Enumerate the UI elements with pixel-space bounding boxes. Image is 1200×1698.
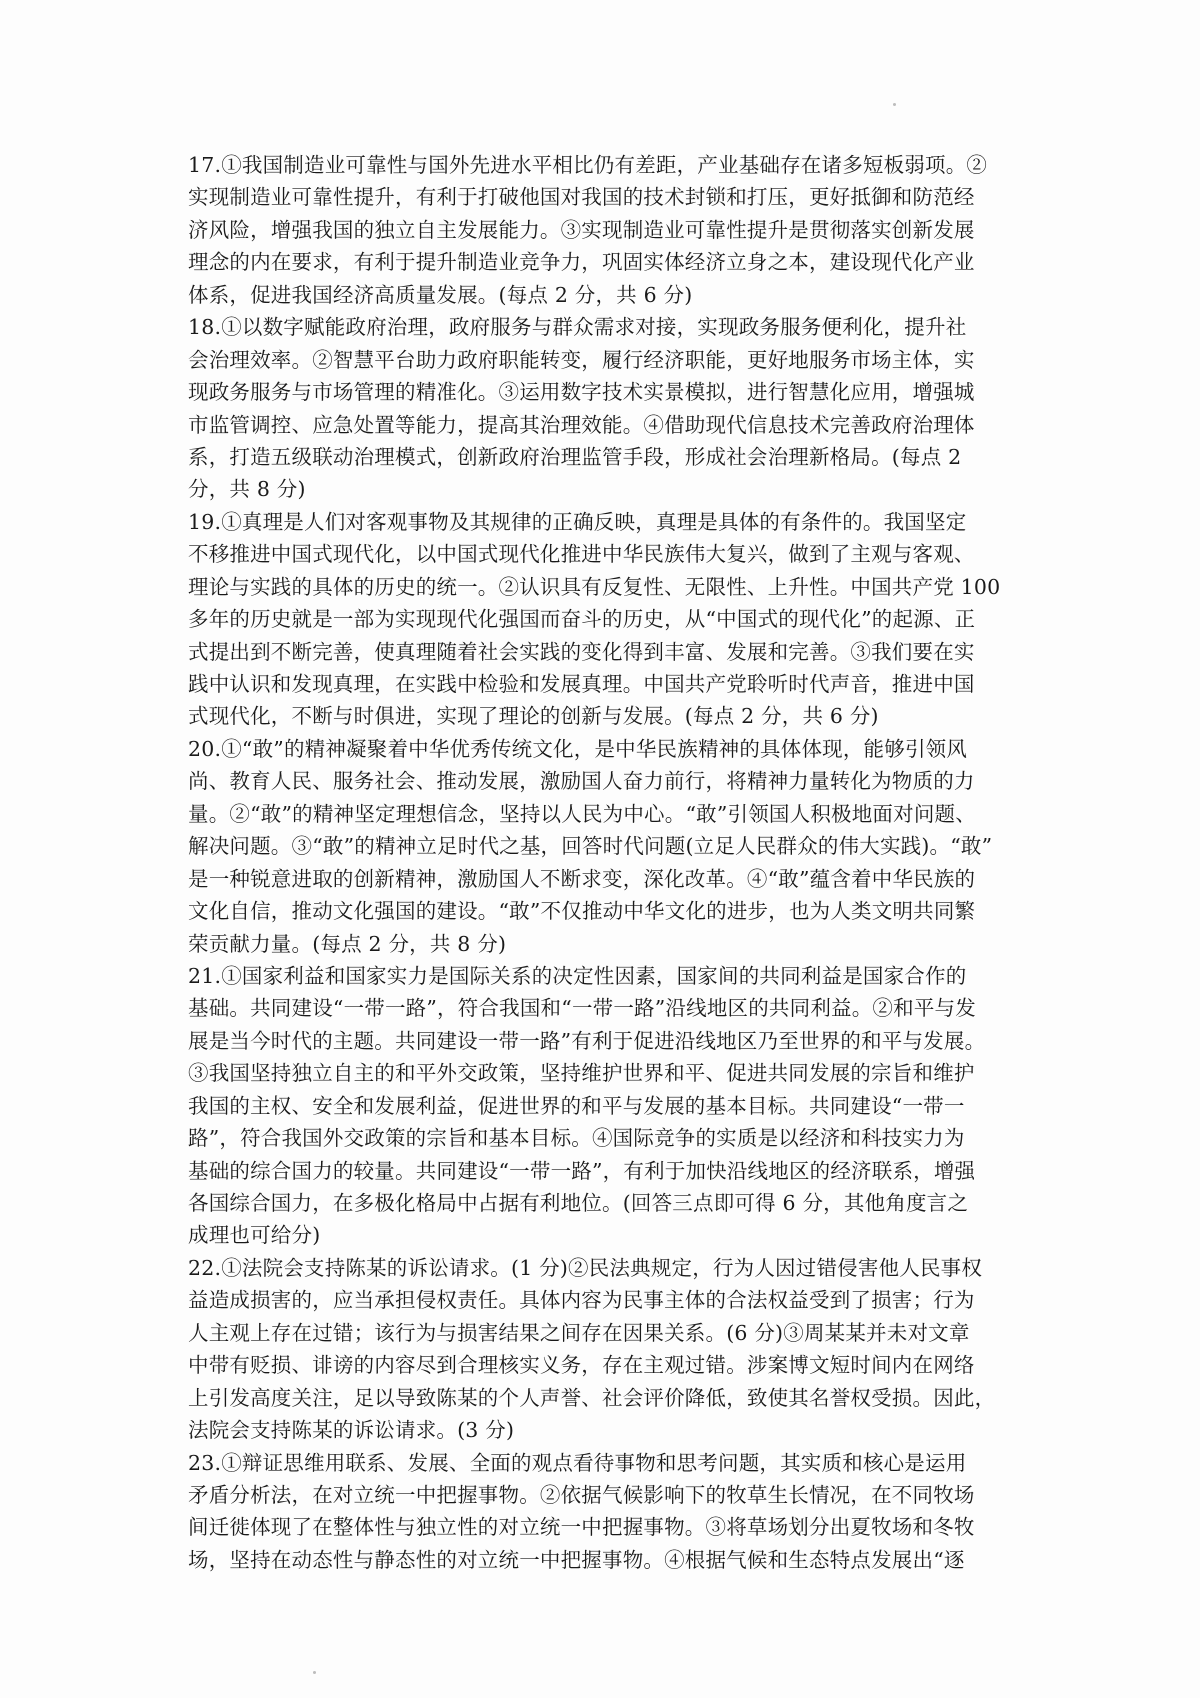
text-line: 式现代化，不断与时俱进，实现了理论的创新与发展。(每点 2 分，共 6 分) [188,704,879,729]
text-line: 场，坚持在动态性与静态性的对立统一中把握事物。④根据气候和生态特点发展出“逐 [188,1547,965,1572]
text-line: 中带有贬损、诽谤的内容尽到合理核实义务，存在主观过错。涉案博文短时间内在网络 [188,1353,975,1378]
text-line: 基础的综合国力的较量。共同建设“一带一路”，有利于加快沿线地区的经济联系，增强 [188,1158,976,1183]
scan-speck [893,103,896,106]
text-line: 人主观上存在过错；该行为与损害结果之间存在因果关系。(6 分)③周某某并未对文章 [188,1320,970,1345]
text-line: 实现制造业可靠性提升，有利于打破他国对我国的技术封锁和打压，更好抵御和防范经 [188,185,975,210]
text-line: 会治理效率。②智慧平台助力政府职能转变，履行经济职能，更好地服务市场主体，实 [188,347,975,372]
text-line: 基础。共同建设“一带一路”，符合我国和“一带一路”沿线地区的共同利益。②和平与发 [188,996,976,1021]
answer-18 [188,311,1038,506]
text-line: 上引发高度关注，足以导致陈某的个人声誉、社会评价降低，致使其名誉权受损。因此， [188,1385,996,1410]
text-line: 间迁徙体现了在整体性与独立性的对立统一中把握事物。③将草场划分出夏牧场和冬牧 [188,1515,975,1540]
answer-20 [188,733,1038,960]
text-line: 多年的历史就是一部为实现现代化强国而奋斗的历史，从“中国式的现代化”的起源、正 [188,607,976,632]
text-line: 23.①辩证思维用联系、发展、全面的观点看待事物和思考问题，其实质和核心是运用 [188,1450,967,1475]
text-line: 路”，符合我国外交政策的宗旨和基本目标。④国际竞争的实质是以经济和科技实力为 [188,1126,965,1151]
text-line: 理论与实践的具体的历史的统一。②认识具有反复性、无限性、上升性。中国共产党 100 [188,574,1001,599]
text-line: 不移推进中国式现代化，以中国式现代化推进中华民族伟大复兴，做到了主观与客观、 [188,542,975,567]
answer-19 [188,506,1038,733]
text-line: 分，共 8 分) [188,477,306,502]
scan-speck [313,1671,316,1674]
text-line: 是一种锐意进取的创新精神，激励国人不断求变，深化改革。④“敢”蕴含着中华民族的 [188,866,976,891]
text-line: 现政务服务与市场管理的精准化。③运用数字技术实景模拟，进行智慧化应用，增强城 [188,380,975,405]
answer-17 [188,149,1038,311]
text-line: 践中认识和发现真理，在实践中检验和发展真理。中国共产党聆听时代声音，推进中国 [188,672,975,696]
text-line: 18.①以数字赋能政府治理，政府服务与群众需求对接，实现政务服务便利化，提升社 [188,315,967,340]
text-line: 文化自信，推动文化强国的建设。“敢”不仅推动中华文化的进步，也为人类文明共同繁 [188,899,976,924]
text-line: 20.①“敢”的精神凝聚着中华优秀传统文化，是中华民族精神的具体体现，能够引领风 [188,736,968,761]
text-line: 21.①国家利益和国家实力是国际关系的决定性因素，国家间的共同利益是国家合作的 [188,963,967,988]
text-line: 我国的主权、安全和发展利益，促进世界的和平与发展的基本目标。共同建设“一带一 [188,1093,965,1118]
text-line: 解决问题。③“敢”的精神立足时代之基，回答时代问题(立足人民群众的伟大实践)。“敢” [188,834,993,859]
text-line: 法院会支持陈某的诉讼请求。(3 分) [188,1418,515,1443]
answer-21 [188,960,1038,1252]
answer-text [188,149,1038,1576]
text-line: 尚、教育人民、服务社会、推动发展，激励国人奋力前行，将精神力量转化为物质的力 [188,769,975,794]
text-line: ③我国坚持独立自主的和平外交政策，坚持维护世界和平、促进共同发展的宗旨和维护 [188,1061,975,1086]
text-line: 理念的内在要求，有利于提升制造业竞争力，巩固实体经济立身之本，建设现代化产业 [188,250,975,275]
text-line: 式提出到不断完善，使真理随着社会实践的变化得到丰富、发展和完善。③我们要在实 [188,639,975,664]
text-line: 17.①我国制造业可靠性与国外先进水平相比仍有差距，产业基础存在诸多短板弱项。② [188,153,988,177]
text-line: 展是当今时代的主题。共同建设一带一路”有利于促进沿线地区乃至世界的和平与发展。 [188,1028,986,1053]
text-line: 荣贡献力量。(每点 2 分，共 8 分) [188,931,507,956]
text-line: 各国综合国力，在多极化格局中占据有利地位。(回答三点即可得 6 分，其他角度言之 [188,1191,969,1215]
text-line: 矛盾分析法，在对立统一中把握事物。②依据气候影响下的牧草生长情况，在不同牧场 [188,1482,975,1507]
text-line: 19.①真理是人们对客观事物及其规律的正确反映，真理是具体的有条件的。我国坚定 [188,509,967,534]
text-line: 量。②“敢”的精神坚定理想信念，坚持以人民为中心。“敢”引领国人积极地面对问题、 [188,801,976,826]
answer-22 [188,1252,1038,1447]
answer-23 [188,1447,1038,1577]
text-line: 益造成损害的，应当承担侵权责任。具体内容为民事主体的合法权益受到了损害；行为 [188,1288,975,1313]
text-line: 系，打造五级联动治理模式，创新政府治理监管手段，形成社会治理新格局。(每点 2 [188,444,962,469]
text-line: 成理也可给分) [188,1223,321,1248]
text-line: 体系，促进我国经济高质量发展。(每点 2 分，共 6 分) [188,282,693,307]
text-line: 济风险，增强我国的独立自主发展能力。③实现制造业可靠性提升是贯彻落实创新发展 [188,217,975,242]
text-line: 市监管调控、应急处置等能力，提高其治理效能。④借助现代信息技术完善政府治理体 [188,412,975,437]
text-line: 22.①法院会支持陈某的诉讼请求。(1 分)②民法典规定，行为人因过错侵害他人民事权 [188,1255,983,1280]
